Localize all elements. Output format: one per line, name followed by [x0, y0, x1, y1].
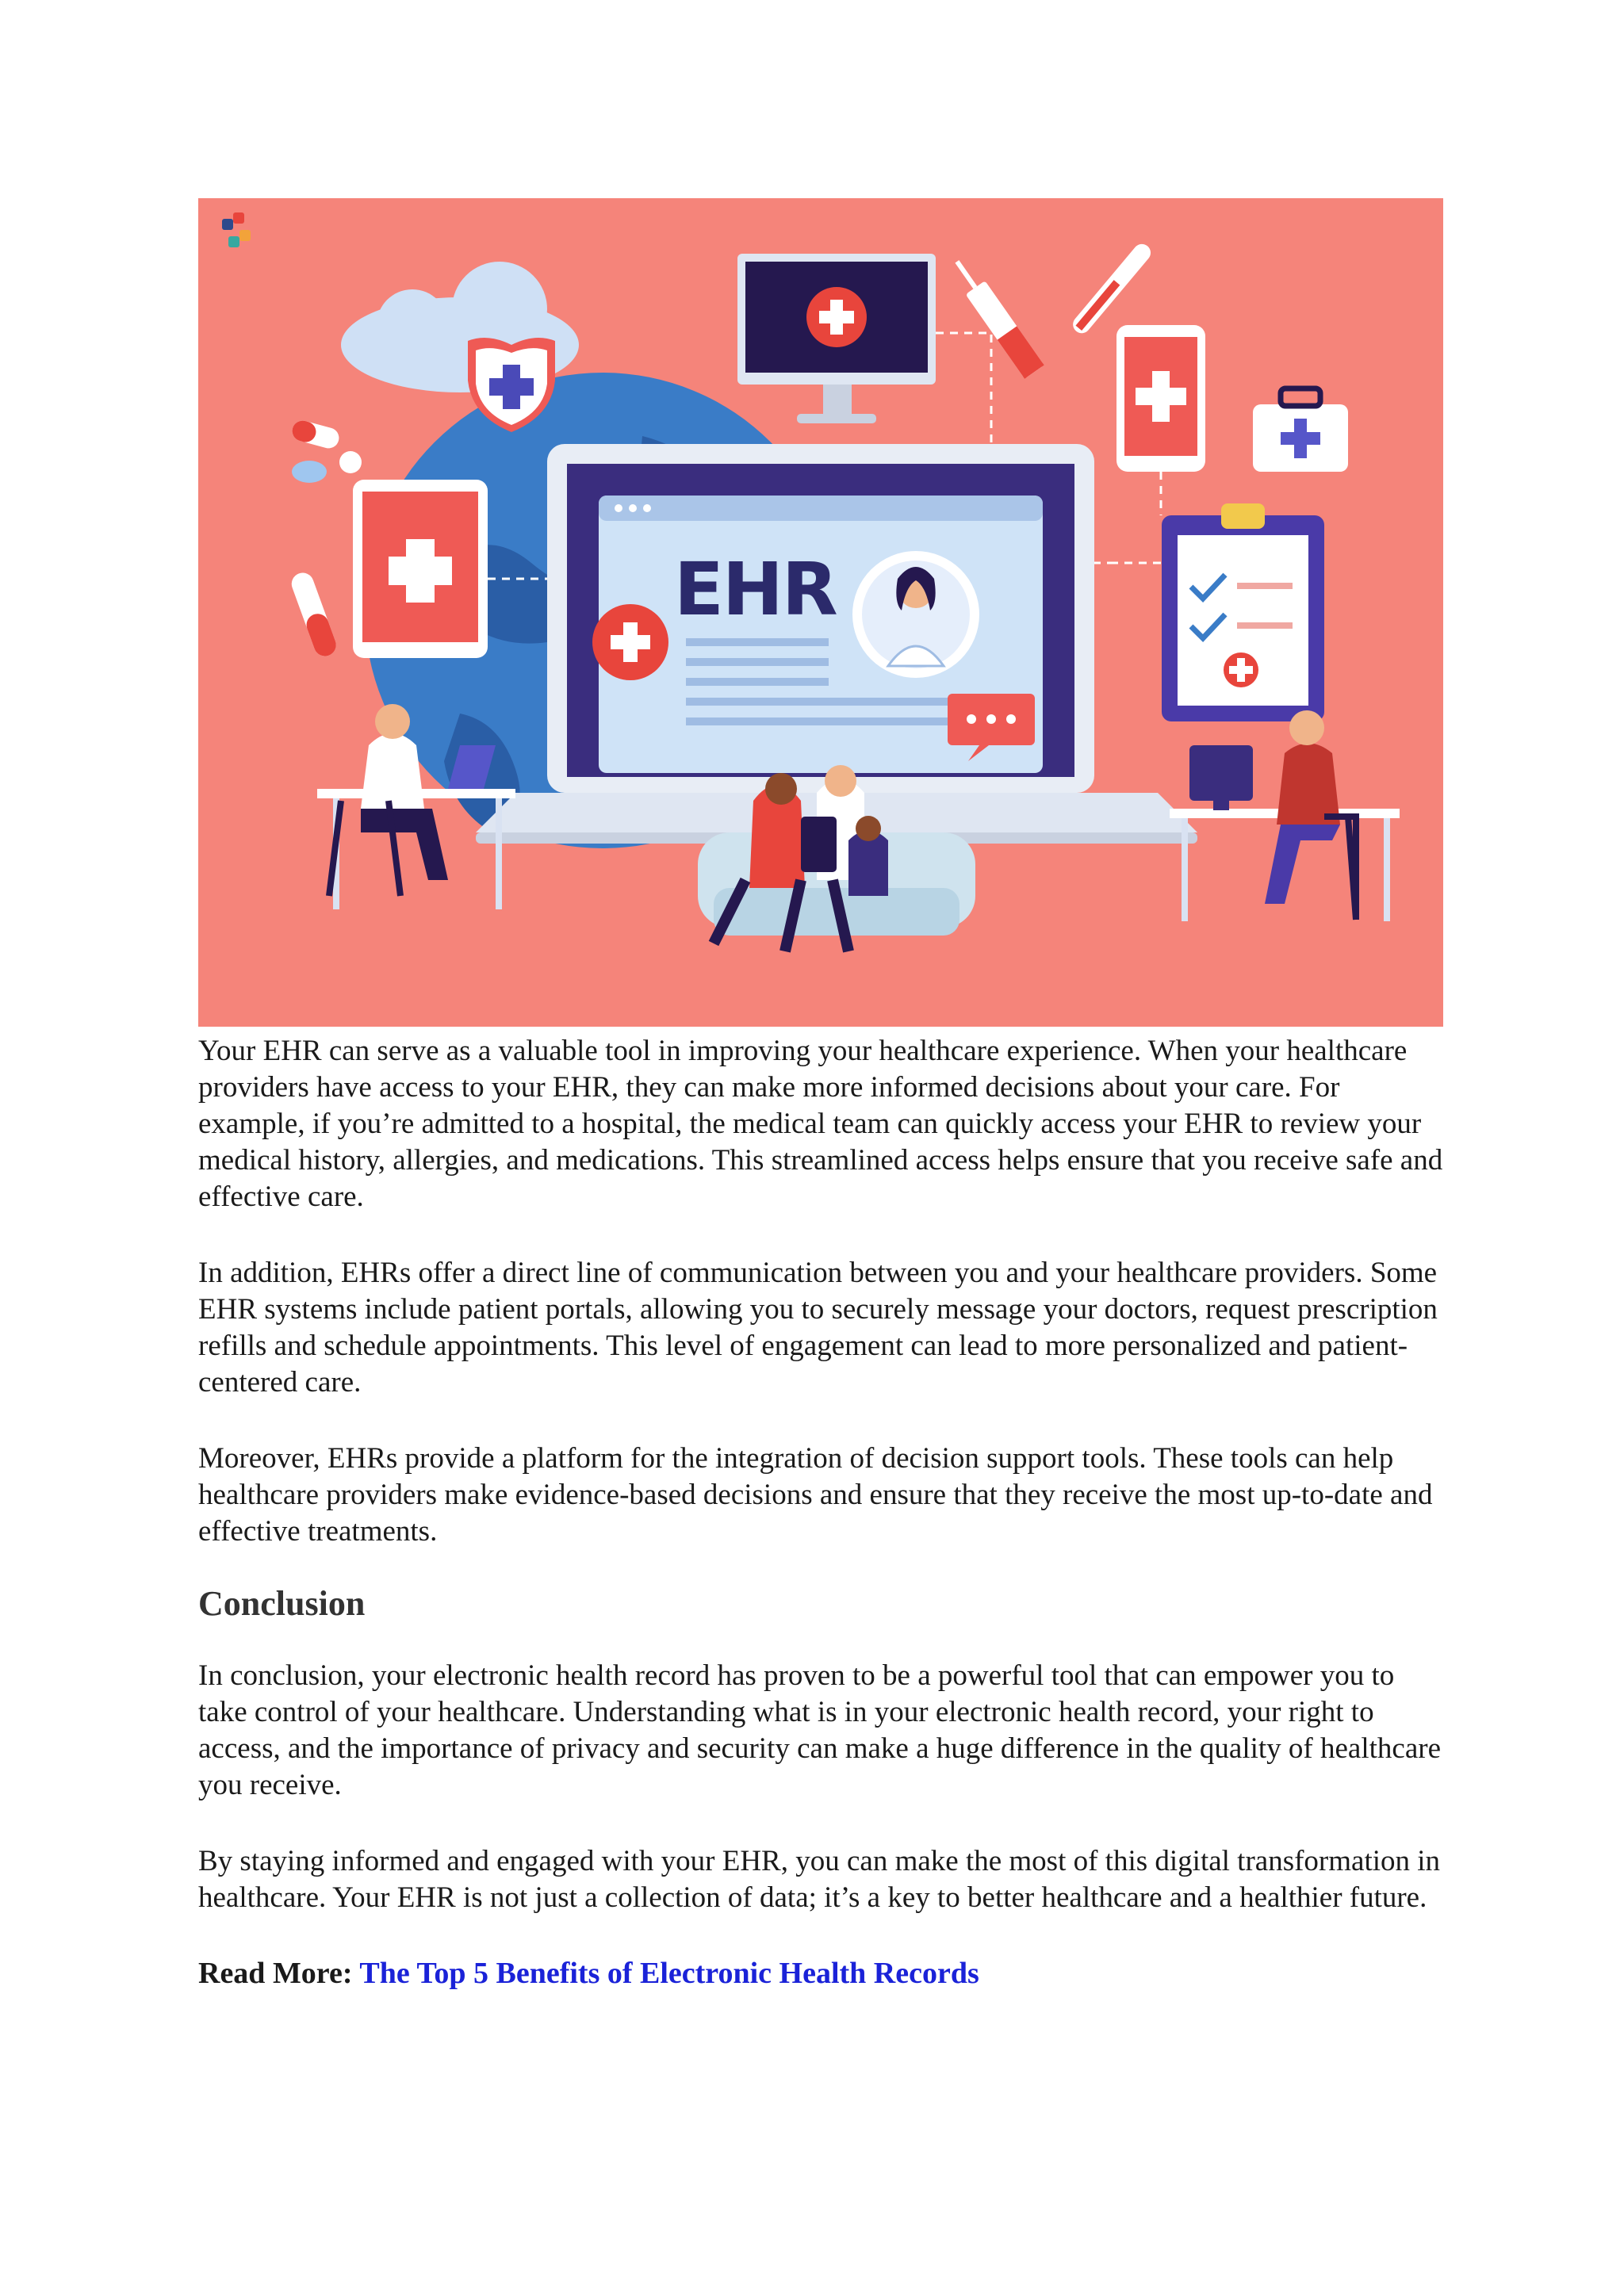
paragraph: In addition, EHRs offer a direct line of communication between you and your healthcare providers. Some EHR systems include patient portals, allowing you to securely message your doctors, request prescription refills and schedule appointments. This level of engagement can lead to more personalized and patient-centered care. [198, 1257, 1438, 1399]
pills-icon [290, 419, 362, 483]
paragraph: By staying informed and engaged with your EHR, you can make the most of this digital transformation in healthcare. Your EHR is not just a collection of data; it’s a key to better healthcare and a healthier future. [198, 1845, 1441, 1914]
read-more-link[interactable]: The Top 5 Benefits of Electronic Health Records [359, 1957, 979, 1990]
first-aid-kit-icon [1253, 388, 1348, 472]
syringe-icon [948, 254, 1044, 378]
article-body [198, 1033, 1443, 1992]
paragraph: Moreover, EHRs provide a platform for the integration of decision support tools. These tools can help healthcare providers make evidence-based decisions and ensure that they receive the most up-to-date and effective treatments. [198, 1442, 1433, 1548]
paragraph: In conclusion, your electronic health record has proven to be a powerful tool that can empower you to take control of your healthcare. Understanding what is in your electronic health record, your right to access, and the importance of privacy and security can make a huge difference in the quality of healthcare you receive. [198, 1659, 1441, 1801]
thermometer-icon [1070, 240, 1155, 336]
read-more-label: Read More: [198, 1957, 353, 1990]
hero-illustration [198, 198, 1443, 1027]
test-tube-icon [289, 570, 339, 660]
patient-at-desk-icon [1170, 710, 1400, 921]
ehr-screen-label: EHR [674, 547, 837, 632]
brand-logo-icon [222, 212, 251, 247]
read-more [198, 1954, 1443, 1992]
paragraph: Your EHR can serve as a valuable tool in improving your healthcare experience. When your healthcare providers have access to your EHR, they can make more informed decisions about your care. For example, if you’re admitted to a hospital, the medical team can quickly access your EHR to review your medical history, allergies, and medications. This streamlined access helps ensure that you receive safe and effective care. [198, 1035, 1443, 1213]
cloud-shield-icon [341, 262, 579, 432]
tablet-icon [353, 480, 488, 658]
section-heading: Conclusion [198, 1584, 366, 1623]
phone-icon [1116, 325, 1205, 472]
article-page [198, 198, 1443, 1992]
monitor-icon [737, 254, 936, 423]
clipboard-icon [1162, 503, 1324, 721]
